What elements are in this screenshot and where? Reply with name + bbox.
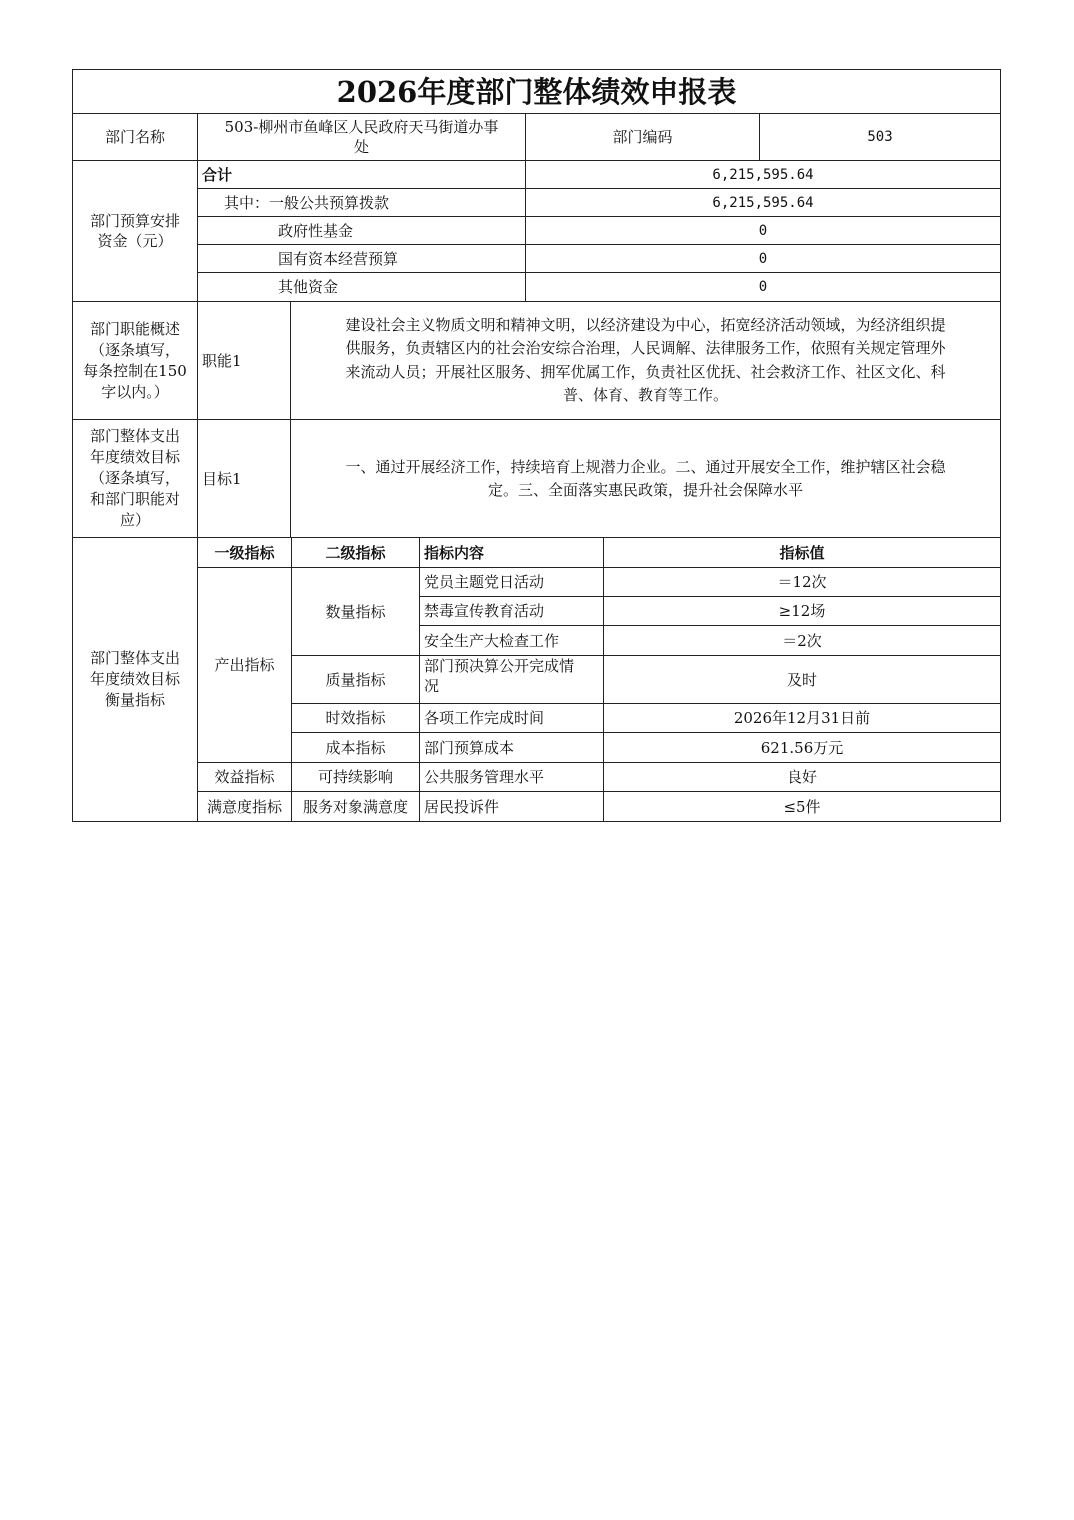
indicator-value: ≤5件 (783, 797, 821, 816)
function-text-line: 供服务，负责辖区内的社会治安综合治理，人民调解、法律服务工作，依照有关规定管理外 (345, 339, 946, 357)
budget-label (73, 161, 197, 301)
dept-name-line1: 503-柳州市鱼峰区人民政府天马街道办事 (224, 118, 499, 136)
goal-label-line: 年度绩效目标 (89, 448, 180, 466)
dept-code-value: 503 (867, 129, 893, 145)
function-item-label: 职能1 (202, 351, 242, 370)
budget-other-label: 其他资金 (278, 278, 339, 296)
indicator-content-line: 况 (424, 677, 440, 695)
indicators-label-line: 部门整体支出 (89, 649, 180, 667)
budget-state-capital-label: 国有资本经营预算 (278, 249, 399, 268)
goal-item-label: 目标1 (202, 469, 242, 488)
function-label-line: （逐条填写， (89, 340, 180, 359)
indicator-value: ＝12次 (777, 573, 827, 591)
header-level2: 二级指标 (325, 543, 386, 562)
level1-output: 产出指标 (214, 656, 275, 674)
indicator-content: 安全生产大检查工作 (424, 631, 560, 650)
level2-cost: 成本指标 (325, 738, 386, 757)
goal-label-line: 部门整体支出 (89, 427, 180, 445)
goal-label-line: 和部门职能对 (89, 490, 180, 508)
level2-timeliness: 时效指标 (325, 709, 386, 727)
indicator-content: 公共服务管理水平 (424, 768, 545, 786)
goal-label-line: 应） (119, 511, 150, 529)
level2-quantity: 数量指标 (325, 602, 386, 621)
dept-name-value (198, 114, 525, 160)
budget-total-label: 合计 (202, 165, 233, 184)
indicator-content: 禁毒宣传教育活动 (424, 602, 545, 620)
indicator-content (420, 656, 603, 703)
indicator-value: 及时 (786, 670, 817, 689)
goal-label (73, 420, 197, 537)
function-label-line: 字以内。） (101, 382, 169, 401)
indicator-value: 2026年12月31日前 (733, 709, 871, 727)
function-label-line: 部门职能概述 (89, 319, 180, 338)
goal-label-line: （逐条填写， (89, 469, 180, 487)
goal-text-line: 定。三、全面落实惠民政策，提升社会保障水平 (487, 480, 803, 499)
level2-service: 服务对象满意度 (302, 797, 408, 816)
header-content: 指标内容 (424, 543, 485, 562)
dept-name-label: 部门名称 (104, 128, 165, 146)
budget-fund-value: 0 (758, 222, 768, 239)
indicator-content: 居民投诉件 (424, 797, 500, 816)
budget-general-value: 6,215,595.64 (712, 194, 814, 211)
indicators-label (73, 538, 197, 821)
indicators-label-line: 衡量指标 (104, 691, 165, 709)
level2-sustain: 可持续影响 (317, 768, 393, 786)
indicator-value: 621.56万元 (760, 738, 844, 757)
level1-benefit: 效益指标 (214, 768, 275, 786)
indicators-label-line: 年度绩效目标 (89, 670, 180, 688)
function-text-line: 来流动人员；开展社区服务、拥军优属工作，负责社区优抚、社会救济工作、社区文化、科 (345, 362, 946, 381)
header-value: 指标值 (779, 543, 825, 562)
budget-fund-label: 政府性基金 (278, 221, 354, 240)
indicator-value: ＝2次 (782, 631, 822, 650)
level2-quality: 质量指标 (325, 670, 386, 689)
indicator-content: 党员主题党日活动 (424, 573, 545, 591)
function-text-line: 建设社会主义物质文明和精神文明，以经济建设为中心，拓宽经济活动领域，为经济组织提 (345, 315, 946, 334)
indicator-content: 部门预算成本 (424, 738, 515, 757)
function-text-line: 普、体育、教育等工作。 (562, 386, 728, 404)
dept-code-label: 部门编码 (612, 128, 673, 146)
page-title: 2026年度部门整体绩效申报表 (336, 74, 737, 109)
budget-state-capital-value: 0 (758, 250, 768, 267)
goal-text (291, 420, 1000, 537)
function-text (291, 302, 1000, 419)
dept-name-line2: 处 (353, 138, 369, 156)
indicator-value: ≥12场 (778, 602, 826, 620)
function-label-line: 每条控制在150 (83, 361, 187, 380)
header-level1: 一级指标 (214, 543, 275, 562)
budget-other-value: 0 (758, 279, 768, 295)
budget-label-line1: 部门预算安排 (89, 212, 180, 230)
goal-text-line: 一、通过开展经济工作，持续培育上规潜力企业。二、通过开展安全工作，维护辖区社会稳 (345, 457, 946, 476)
budget-label-line2: 资金（元） (97, 232, 173, 250)
indicator-content: 各项工作完成时间 (424, 709, 545, 727)
budget-general-label: 其中：一般公共预算拨款 (224, 193, 390, 212)
indicator-content-line: 部门预决算公开完成情 (424, 657, 575, 675)
indicator-value: 良好 (786, 768, 817, 786)
function-label (73, 302, 197, 419)
budget-total-value: 6,215,595.64 (712, 166, 814, 183)
level1-satisfaction: 满意度指标 (206, 797, 282, 816)
